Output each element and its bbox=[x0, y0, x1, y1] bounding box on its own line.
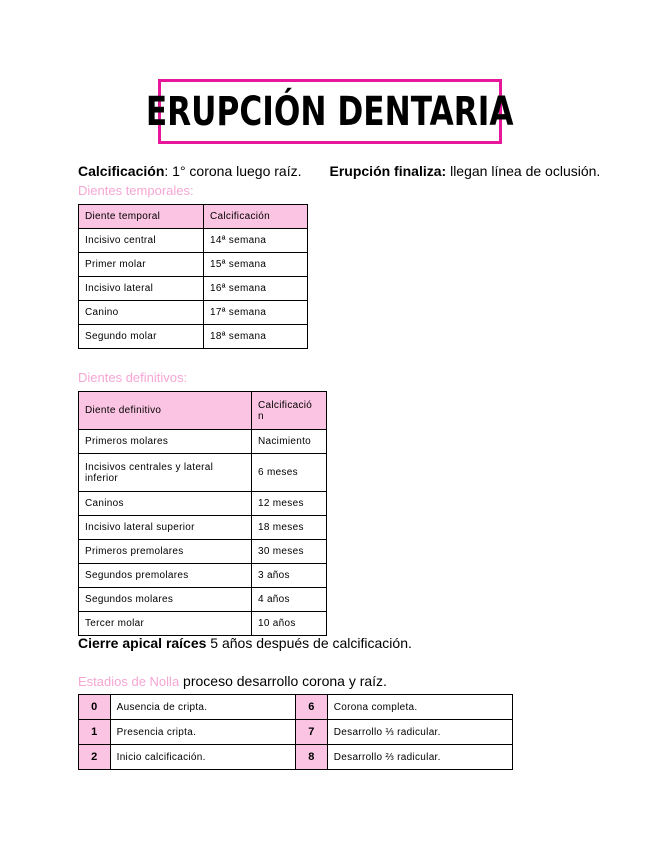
table-row bbox=[79, 564, 327, 588]
erupcion-label: Erupción finaliza: bbox=[329, 163, 447, 179]
cell: Primer molar bbox=[79, 253, 204, 277]
stage-number: 2 bbox=[79, 745, 111, 770]
cell: Nacimiento bbox=[252, 430, 327, 454]
temporales-table bbox=[78, 204, 308, 349]
nolla-text: proceso desarrollo corona y raíz. bbox=[179, 673, 387, 689]
cierre-label: Cierre apical raíces bbox=[78, 635, 207, 651]
cell: 17ª semana bbox=[204, 301, 308, 325]
cell: Primeros premolares bbox=[79, 540, 252, 564]
table-row bbox=[79, 492, 327, 516]
stage-description: Corona completa. bbox=[327, 695, 512, 720]
header-cell: Calcificació n bbox=[252, 392, 327, 430]
stage-description: Presencia cripta. bbox=[110, 720, 296, 745]
table-row bbox=[79, 253, 308, 277]
nolla-line bbox=[78, 673, 387, 689]
cell: 6 meses bbox=[252, 454, 327, 492]
cierre-text: 5 años después de calcificación. bbox=[206, 635, 412, 651]
header-cell: Diente temporal bbox=[79, 205, 204, 229]
table-row bbox=[79, 540, 327, 564]
table-row bbox=[79, 720, 513, 745]
stage-number: 0 bbox=[79, 695, 111, 720]
cell: Canino bbox=[79, 301, 204, 325]
definitivos-heading: Dientes definitivos: bbox=[78, 370, 188, 385]
cell: Primeros molares bbox=[79, 430, 252, 454]
stage-description: Desarrollo ⅓ radicular. bbox=[327, 720, 512, 745]
stage-number: 7 bbox=[296, 720, 328, 745]
stage-number: 8 bbox=[296, 745, 328, 770]
stage-description: Ausencia de cripta. bbox=[110, 695, 296, 720]
definitivos-table bbox=[78, 391, 327, 636]
stage-number: 6 bbox=[296, 695, 328, 720]
cell: Tercer molar bbox=[79, 612, 252, 636]
cell: 30 meses bbox=[252, 540, 327, 564]
intro-line bbox=[78, 163, 600, 179]
cell: Incisivo central bbox=[79, 229, 204, 253]
header-cell: Diente definitivo bbox=[79, 392, 252, 430]
nolla-table bbox=[78, 694, 513, 770]
cell: Segundo molar bbox=[79, 325, 204, 349]
table-row bbox=[79, 325, 308, 349]
cell: Segundos molares bbox=[79, 588, 252, 612]
table-row bbox=[79, 454, 327, 492]
cell: 16ª semana bbox=[204, 277, 308, 301]
erupcion-text: llegan línea de oclusión. bbox=[446, 163, 601, 179]
cell: 3 años bbox=[252, 564, 327, 588]
cell: 18ª semana bbox=[204, 325, 308, 349]
stage-description: Inicio calcificación. bbox=[110, 745, 296, 770]
cell: 18 meses bbox=[252, 516, 327, 540]
cell: Incisivos centrales y lateral inferior bbox=[79, 454, 252, 492]
cell: 12 meses bbox=[252, 492, 327, 516]
table-row bbox=[79, 695, 513, 720]
title-box bbox=[146, 79, 514, 144]
cell: Segundos premolares bbox=[79, 564, 252, 588]
table-header-row bbox=[79, 392, 327, 430]
stage-description: Desarrollo ⅔ radicular. bbox=[327, 745, 512, 770]
page-title: ERUPCIÓN DENTARIA bbox=[146, 88, 514, 135]
cierre-line bbox=[78, 635, 412, 651]
stage-number: 1 bbox=[79, 720, 111, 745]
nolla-label: Estadios de Nolla bbox=[78, 674, 180, 689]
table-row bbox=[79, 612, 327, 636]
cell: Caninos bbox=[79, 492, 252, 516]
table-header-row bbox=[79, 205, 308, 229]
cell: 10 años bbox=[252, 612, 327, 636]
cell: 15ª semana bbox=[204, 253, 308, 277]
calcificacion-text: : 1° corona luego raíz. bbox=[164, 163, 302, 179]
table-row bbox=[79, 516, 327, 540]
table-row bbox=[79, 430, 327, 454]
table-row bbox=[79, 277, 308, 301]
table-row bbox=[79, 229, 308, 253]
cell: 14ª semana bbox=[204, 229, 308, 253]
cell: Incisivo lateral superior bbox=[79, 516, 252, 540]
table-row bbox=[79, 745, 513, 770]
cell: Incisivo lateral bbox=[79, 277, 204, 301]
table-row bbox=[79, 301, 308, 325]
temporales-heading: Dientes temporales: bbox=[78, 183, 194, 198]
calcificacion-label: Calcificación bbox=[78, 163, 165, 179]
cell: 4 años bbox=[252, 588, 327, 612]
table-row bbox=[79, 588, 327, 612]
header-cell: Calcificación bbox=[204, 205, 308, 229]
